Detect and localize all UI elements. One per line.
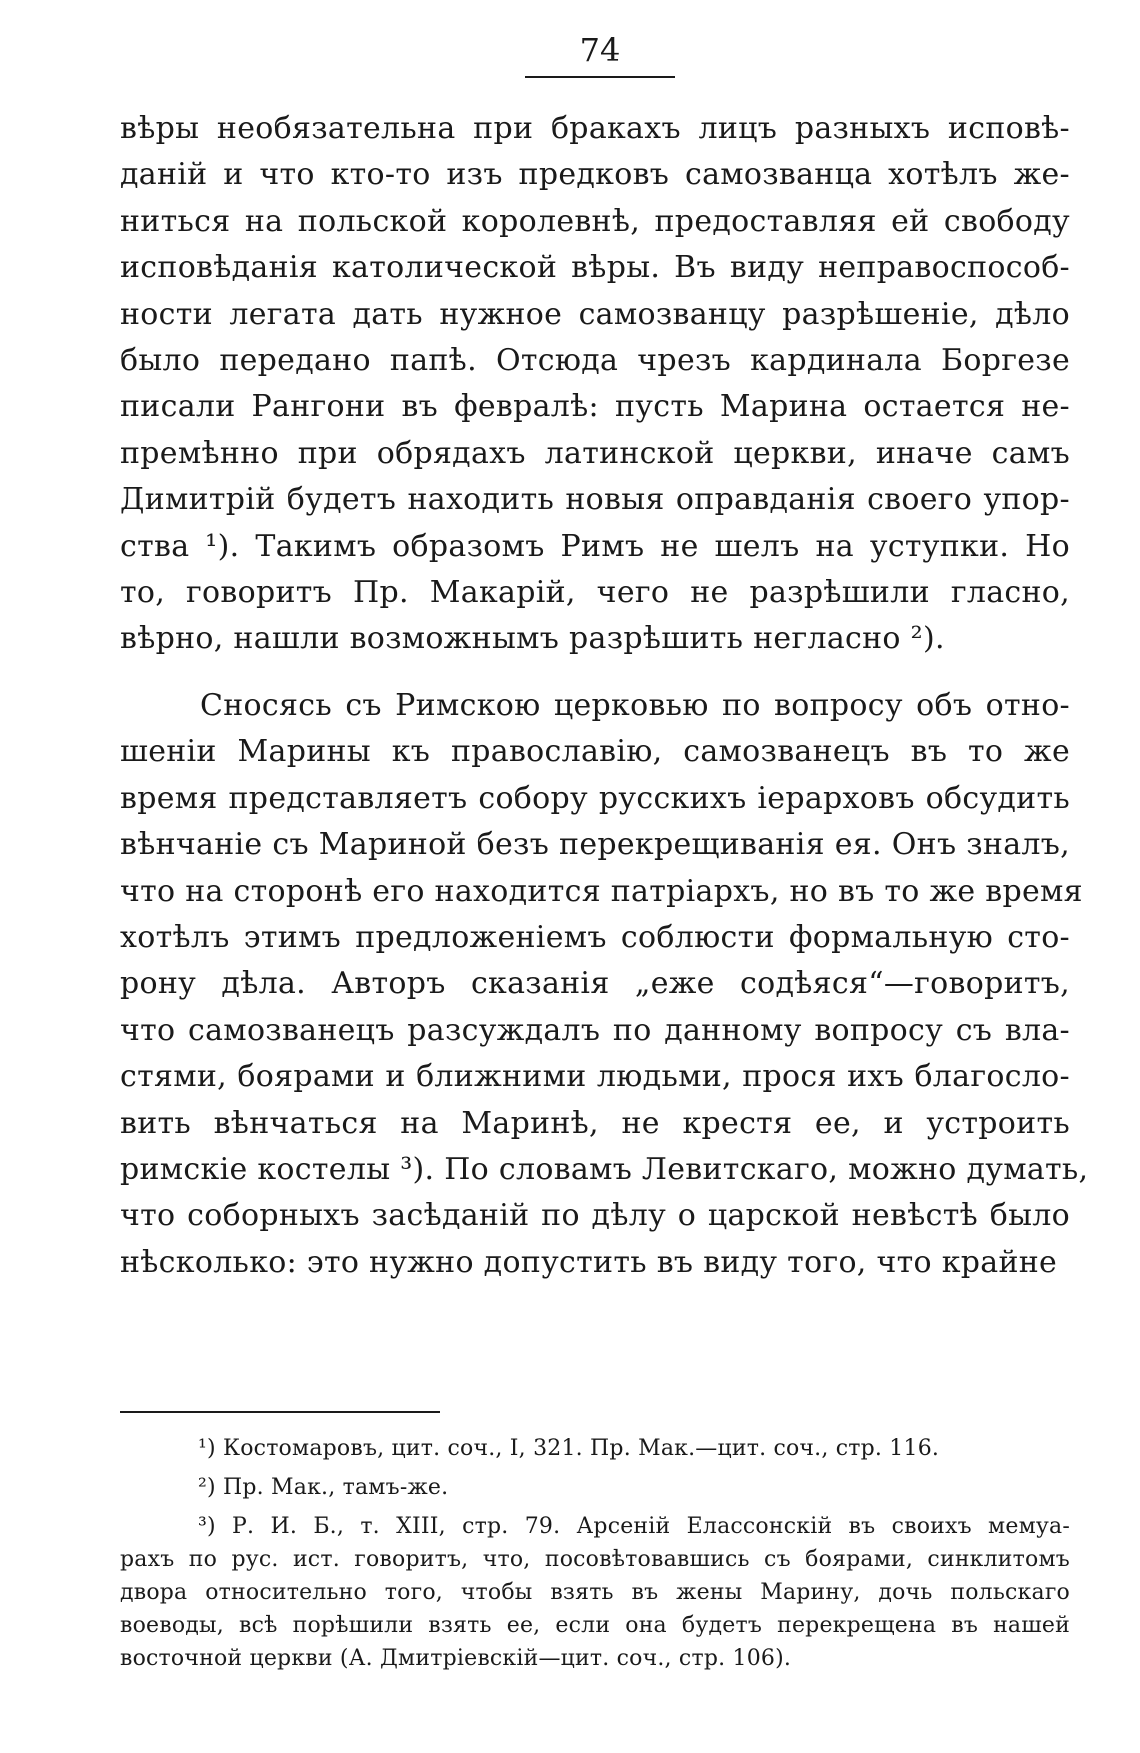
text-line: исповѣданія католической вѣры. Въ виду неправоспособ- (120, 250, 1070, 286)
page-number: 74 (579, 31, 621, 69)
footnote-3 (120, 1510, 1070, 1675)
text-line: ности легата дать нужное самозванцу разрѣшеніе, дѣло (120, 296, 1070, 332)
footnote-line: ¹) Костомаровъ, цит. соч., I, 321. Пр. Мак.—цит. соч., стр. 116. (198, 1436, 940, 1461)
text-line: ства ¹). Такимъ образомъ Римъ не шелъ на уступки. Но (120, 528, 1070, 564)
text-line: вѣнчаніе съ Мариной безъ перекрещиванія ея. Онъ зналъ, (120, 827, 1070, 863)
text-line: то, говоритъ Пр. Макарій, чего не разрѣшили гласно, (120, 575, 1070, 611)
paragraph-1 (120, 106, 1070, 663)
text-line: вѣры необязательна при бракахъ лицъ разныхъ исповѣ- (120, 111, 1070, 146)
text-line: Сносясь съ Римскою церковью по вопросу объ отно- (200, 687, 1070, 723)
text-line: стями, боярами и ближними людьми, прося ихъ благосло- (120, 1059, 1070, 1095)
footnote-line: двора относительно того, чтобы взять въ жены Марину, дочь польскаго (120, 1580, 1070, 1605)
footnote-separator (120, 1411, 440, 1413)
text-line: было передано папѣ. Отсюда чрезъ кардинала Боргезе (120, 343, 1070, 379)
text-line: что на сторонѣ его находится патріархъ, но въ то же время (120, 873, 1083, 909)
text-line: римскіе костелы ³). По словамъ Левитскаго, можно думать, (120, 1151, 1089, 1187)
footnote-line: ²) Пр. Мак., тамъ-же. (198, 1475, 449, 1500)
footnote-line: воеводы, всѣ порѣшили взять ее, если она будетъ перекрещена въ нашей (120, 1613, 1070, 1638)
page-number-rule (525, 76, 675, 78)
text-line: даній и что кто-то изъ предковъ самозванца хотѣлъ же- (120, 157, 1070, 193)
text-line: премѣнно при обрядахъ латинской церкви, иначе самъ (120, 435, 1070, 471)
text-line: вѣрно, нашли возможнымъ разрѣшить негласно ²). (120, 621, 945, 657)
footnote-2 (120, 1471, 1070, 1504)
paragraph-2 (120, 683, 1089, 1286)
text-line: хотѣлъ этимъ предложеніемъ соблюсти формальную сто- (120, 919, 1070, 955)
text-line: вить вѣнчаться на Маринѣ, не крестя ее, и устроить (120, 1105, 1070, 1141)
text-line: нѣсколько: это нужно допустить въ виду того, что крайне (120, 1244, 1058, 1280)
footnote-1 (120, 1432, 1070, 1465)
text-line: рону дѣла. Авторъ сказанія „еже содѣяся“—говоритъ, (120, 966, 1070, 1002)
text-line: писали Рангони въ февралѣ: пусть Марина остается не- (120, 389, 1070, 425)
footnote-line: рахъ по рус. ист. говоритъ, что, посовѣтовавшись съ боярами, синклитомъ (120, 1547, 1070, 1572)
text-line: шеніи Марины къ православію, самозванецъ въ то же (120, 734, 1070, 770)
text-line: время представляетъ собору русскихъ іерарховъ обсудить (120, 780, 1070, 816)
text-line: что самозванецъ разсуждалъ по данному вопросу съ вла- (120, 1012, 1070, 1048)
footnote-line: восточной церкви (А. Дмитріевскій—цит. соч., стр. 106). (120, 1646, 792, 1671)
body-text (120, 106, 1089, 1286)
text-line: что соборныхъ засѣданій по дѣлу о царской невѣстѣ было (120, 1198, 1070, 1234)
footnote-line: ³) Р. И. Б., т. XIII, стр. 79. Арсеній Елассонскій въ своихъ мемуа- (198, 1514, 1070, 1539)
footnotes (120, 1432, 1070, 1681)
text-line: Димитрій будетъ находить новыя оправданія своего упор- (120, 482, 1070, 518)
text-line: ниться на польской королевнѣ, предоставляя ей свободу (120, 203, 1070, 239)
